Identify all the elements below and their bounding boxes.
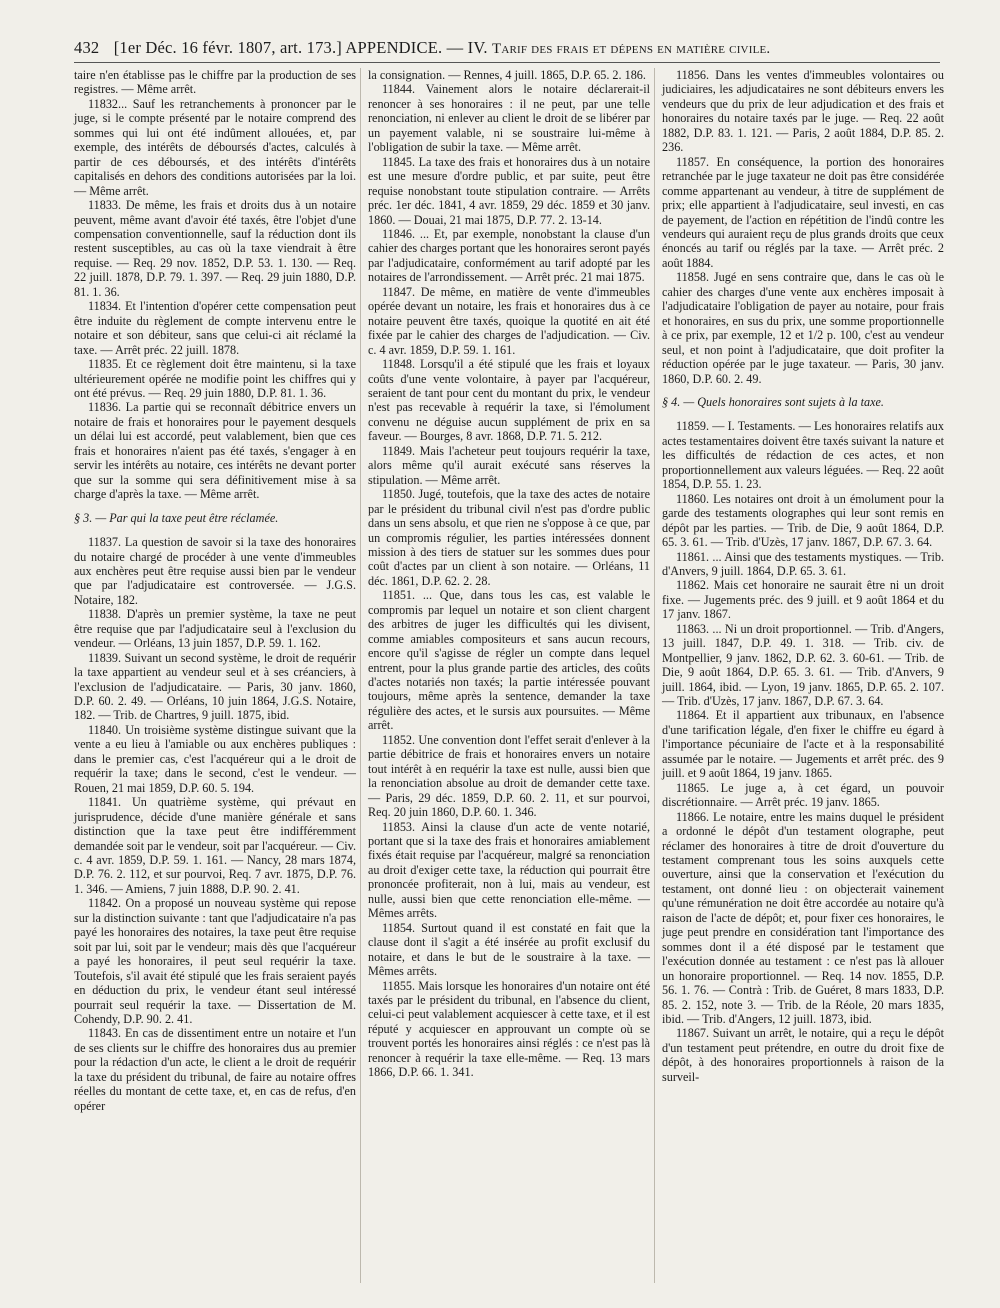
paragraph: 11833. De même, les frais et droits dus à un notaire peuvent, même avant d'avoir été taxés, être l'objet d'une compensation conventionnelle, sauf la réduction dont ils restent susceptibles, au cas où la taxe viendrait à être requise. — Req. 29 nov. 1852, D.P. 53. 1. 130. — Req. 22 juill. 1878, D.P. 79. 1. 397. — Req. 29 juin 1880, D.P. 81. 1. 36. [74,198,356,299]
column-separator [654,68,655,1283]
paragraph: 11843. En cas de dissentiment entre un notaire et l'un de ses clients sur le chiffre des honoraires dus au premier pour la rédaction d'un acte, le client a le droit de requérir la taxe du président du tribunal, de faire au notaire offres réelles du montant de cette taxe, et, en cas de refus, d'en opérer [74,1026,356,1113]
section-heading: § 4. — Quels honoraires sont sujets à la taxe. [662,394,884,409]
text-column-3 [662,68,944,1293]
header-rule [74,62,940,63]
text-column-2 [368,68,650,1293]
paragraph: 11849. Mais l'acheteur peut toujours requérir la taxe, alors même qu'il aurait exécuté sans réserves la stipulation. — Même arrêt. [368,443,650,487]
paragraph: 11845. La taxe des frais et honoraires dus à un notaire est une mesure d'ordre public, et par suite, peut être requise nonobstant toute stipulation contraire. — Arrêts préc. 1er déc. 1841, 4 avr. 1859, 29 déc. 1859 et 30 janv. 1860. — Douai, 21 mai 1875, D.P. 77. 2. 13-14. [368,154,650,227]
paragraph: 11861. ... Ainsi que des testaments mystiques. — Trib. d'Anvers, 9 juill. 1864, D.P. 65. 3. 61. [662,549,944,578]
paragraph: 11834. Et l'intention d'opérer cette compensation peut être induite du règlement de compte intervenu entre le notaire et son débiteur, sans que celui-ci ait réclamé la taxe. — Arrêt préc. 22 juill. 1878. [74,299,356,357]
paragraph: 11842. On a proposé un nouveau système qui repose sur la distinction suivante : tant que l'adjudicataire n'a pas payé les honoraires des notaires, la taxe peut être requise soit par lui, soit par le vendeur; mais dès que l'acquéreur a payé les honoraires, il peut seul requérir la taxe. Toutefois, s'il avait été stipulé que les frais seraient payés en déduction du prix, le vendeur étant seul intéressé pourrait seul requérir la taxe. — Dissertation de M. Cohendy, D.P. 90. 2. 41. [74,896,356,1026]
paragraph: 11848. Lorsqu'il a été stipulé que les frais et loyaux coûts d'une vente volontaire, à payer par l'acquéreur, seraient de tant pour cent du montant du prix, le vendeur n'est pas recevable à requérir la taxe, si l'émolument convenu ne déguise aucun supplément de prix en sa faveur. — Bourges, 8 avr. 1868, D.P. 71. 5. 212. [368,357,650,444]
page-number: 432 [74,38,100,57]
paragraph: 11836. La partie qui se reconnaît débitrice envers un notaire de frais et honoraires pour le payement desquels un délai lui est accordé, peut valablement, bien que ces frais et honoraires n'aient pas été taxés, s'engager à en servir les intérêts au notaire, ces intérêts ne devant porter que sur la somme qui sera définitivement mise à sa charge d'après la taxe. — Même arrêt. [74,400,356,502]
text-column-1 [74,68,356,1293]
paragraph: 11840. Un troisième système distingue suivant que la vente a eu lieu à l'amiable ou aux enchères publiques : dans le premier cas, c'est l'acquéreur qui a le droit de requérir la taxe; dans le second, c'est le vendeur. — Rouen, 21 mai 1859, D.P. 60. 5. 194. [74,722,356,795]
paragraph: 11837. La question de savoir si la taxe des honoraires du notaire chargé de procéder à une vente d'immeubles aux enchères peut être requise aussi bien par le vendeur que par l'adjudicataire est controversée. — J.G.S. Notaire, 182. [74,535,356,607]
paragraph: 11854. Surtout quand il est constaté en fait que la clause dont il s'agit a été insérée au profit exclusif du notaire, et dans le but de le soustraire à la taxe. — Mêmes arrêts. [368,920,650,979]
paragraph: 11841. Un quatrième système, qui prévaut en jurisprudence, décide d'une manière générale et sans distinction que la taxe peut être indifféremment demandée soit par le vendeur, soit par l'acquéreur. — Civ. c. 4 avr. 1859, D.P. 59. 1. 161. — Nancy, 28 mars 1874, D.P. 76. 2. 112, et sur pourvoi, Req. 7 avr. 1875, D.P. 76. 1. 346. — Amiens, 7 juin 1888, D.P. 90. 2. 41. [74,795,356,896]
paragraph: 11838. D'après un premier système, la taxe ne peut être requise que par l'adjudicataire seul à l'exclusion du vendeur. — Orléans, 13 juin 1857, D.P. 59. 1. 162. [74,607,356,651]
paragraph: 11856. Dans les ventes d'immeubles volontaires ou judiciaires, les adjudicataires ne sont débiteurs envers les vendeurs que du prix de leur adjudication et des frais et honoraires du notaire taxés par le juge. — Req. 22 août 1882, D.P. 83. 1. 121. — Paris, 2 août 1884, D.P. 85. 2. 236. [662,68,944,155]
paragraph: 11859. — I. Testaments. — Les honoraires relatifs aux actes testamentaires doivent être taxés suivant la nature et les difficultés de rédaction de ces actes, et non proportionnellement aux valeurs léguées. — Req. 22 août 1854, D.P. 55. 1. 23. [662,419,944,492]
paragraph: 11844. Vainement alors le notaire déclarerait-il renoncer à ses honoraires : il ne peut, par une telle renonciation, ni enlever au client le droit de se libérer par un payement valable, ni se soustraire lui-même à l'obligation de subir la taxe. — Même arrêt. [368,82,650,155]
paragraph: 11851. ... Que, dans tous les cas, est valable le compromis par lequel un notaire et son client chargent des arbitres de juger les difficultés qui les divisent, comme amiables compositeurs et sans aucun recours, encore qu'il s'agisse de régler un compte dans lequel entrent, pour la plus grande partie des articles, des coûts d'actes notariés non taxés; la partie intéressée pouvant toujours, même après la sentence, demander la taxe régulière des actes, et le sursis aux poursuites. — Même arrêt. [368,588,650,733]
paragraph: 11855. Mais lorsque les honoraires d'un notaire ont été taxés par le président du tribunal, en l'absence du client, celui-ci peut valablement acquiescer à cette taxe, et il est réputé y acquiescer en approuvant un compte où se trouvent portés les honoraires ainsi réglés : ce n'est pas là renoncer à requérir la taxe elle-même. — Req. 13 mars 1866, D.P. 66. 1. 341. [368,978,650,1080]
header-section: APPENDICE. — IV. [345,38,488,57]
paragraph: 11832... Sauf les retranchements à prononcer par le juge, si le compte présenté par le notaire comprend des sommes qui lui ont été indûment allouées, et, par exemple, des intérêts de déboursés d'actes, calculés à partir de ces déboursés, et des intérêts d'intérêts capitalisés en dehors des conditions autorisées par la loi. — Même arrêt. [74,96,356,198]
paragraph: 11847. De même, en matière de vente d'immeubles opérée devant un notaire, les frais et honoraires dus à ce notaire peuvent être taxés, quoique la quotité en ait été fixée par le cahier des charges de l'adjudication. — Civ. c. 4 avr. 1859, D.P. 59. 1. 161. [368,284,650,357]
paragraph: taire n'en établisse pas le chiffre par la production de ses registres. — Même arrêt. [74,68,356,97]
paragraph: 11862. Mais cet honoraire ne saurait être ni un droit fixe. — Jugements préc. des 9 juill. et 9 août 1864 et du 17 janv. 1867. [662,578,944,622]
header-date-ref: [1er Déc. 16 févr. 1807, art. 173.] [113,38,342,57]
column-separator [360,68,361,1283]
paragraph: 11866. Le notaire, entre les mains duquel le président a ordonné le dépôt d'un testament olographe, peut réclamer des honoraires à titre de droit d'ouverture du testament comprenant tous les soins auxquels cette ouverture, ainsi que la conservation et l'exécution du testament, ont donné lieu : on objecterait vainement qu'une rémunération ne doit être accordée au notaire qu'à raison de l'acte de dépôt; et, pour fixer ces honoraires, le juge peut prendre en considération tant l'importance des sommes dont il a été disposé par le testament que l'exécution donnée au testament : ce n'est pas là allouer un honoraire proportionnel. — Req. 14 nov. 1855, D.P. 56. 1. 76. — Contrà : Trib. de Guéret, 8 mars 1833, D.P. 85. 2. 152, note 3. — Trib. de la Réole, 20 mars 1835, ibid. — Trib. d'Angers, 12 juill. 1873, ibid. [662,809,944,1026]
paragraph: 11863. ... Ni un droit proportionnel. — Trib. d'Angers, 13 juill. 1847, D.P. 49. 1. 318. — Trib. civ. de Montpellier, 9 janv. 1862, D.P. 62. 3. 60-61. — Trib. de Die, 9 août 1864, D.P. 65. 3. 61. — Trib. d'Anvers, 9 juill. 1864, ibid. — Lyon, 19 janv. 1865, D.P. 65. 2. 107. — Trib. d'Uzès, 17 janv. 1867, D.P. 67. 3. 64. [662,621,944,709]
paragraph: 11864. Et il appartient aux tribunaux, en l'absence d'une tarification légale, d'en fixer le chiffre eu égard à l'importance pécuniaire de l'acte et à la responsabilité assumée par le notaire. — Jugements et arrêt préc. des 9 juill. et 9 août 1864, 19 janv. 1865. [662,708,944,781]
paragraph: 11839. Suivant un second système, le droit de requérir la taxe appartient au vendeur seul et à ses créanciers, à l'exclusion de l'adjudicataire. — Paris, 30 janv. 1860, D.P. 60. 2. 49. — Orléans, 10 juin 1864, J.G.S. Notaire, 182. — Trib. de Chartres, 9 juill. 1875, ibid. [74,650,356,723]
header-title: Tarif des frais et dépens en matière civile. [492,41,771,57]
paragraph: 11860. Les notaires ont droit à un émolument pour la garde des testaments olographes qui leur sont remis en dépôt par les parties. — Trib. de Die, 9 août 1864, D.P. 65. 3. 61. — Trib. d'Uzès, 17 janv. 1867, D.P. 67. 3. 64. [662,491,944,550]
paragraph: 11835. Et ce règlement doit être maintenu, si la taxe ultérieurement opérée ne modifie point les chiffres qui y ont été prévus. — Req. 29 juin 1880, D.P. 81. 1. 36. [74,357,356,400]
paragraph: 11865. Le juge a, à cet égard, un pouvoir discrétionnaire. — Arrêt préc. 19 janv. 1865. [662,780,944,810]
paragraph: 11846. ... Et, par exemple, nonobstant la clause d'un cahier des charges portant que les honoraires seront payés par l'adjudicataire, conformément au tarif adopté par les notaires de l'arrondissement. — Arrêt préc. 21 mai 1875. [368,226,651,285]
paragraph: 11852. Une convention dont l'effet serait d'enlever à la partie débitrice de frais et honoraires envers un notaire tout intérêt à en requérir la taxe est nulle, aussi bien que la renonciation absolue au droit de demander cette taxe. — Paris, 29 déc. 1859, D.P. 60. 2. 11, et sur pourvoi, Req. 20 juin 1860, D.P. 60. 1. 346. [368,732,650,820]
page-header [74,38,934,59]
paragraph: 11867. Suivant un arrêt, le notaire, qui a reçu le dépôt d'un testament peut prétendre, en outre du droit fixe de dépôt, à des honoraires proportionnels à raison de la surveil- [662,1026,944,1084]
paragraph: 11857. En conséquence, la portion des honoraires retranchée par le juge taxateur ne doit pas être considérée comme appartenant au vendeur, à titre de supplément de prix; elle appartient à l'adjudicataire, seul investi, en cas de payement, de l'action en répétition de l'indû contre les vendeurs qui auraient reçu de plus grands droits que ceux énoncés au tarif ou réglés par la taxe. — Arrêt préc. 2 août 1884. [662,154,944,270]
paragraph: la consignation. — Rennes, 4 juill. 1865, D.P. 65. 2. 186. [368,68,646,82]
section-heading: § 3. — Par qui la taxe peut être réclamée. [74,510,279,525]
paragraph: 11850. Jugé, toutefois, que la taxe des actes de notaire par le président du tribunal civil n'est pas d'ordre public dans un sens absolu, et que rien ne s'oppose à ce que, par un compromis régulier, les parties intéressées donnent mission à des tiers de statuer sur les sommes dues pour coût d'actes par un client à son notaire. — Orléans, 11 déc. 1861, D.P. 62. 2. 28. [368,487,650,588]
paragraph: 11858. Jugé en sens contraire que, dans le cas où le cahier des charges d'une vente aux enchères imposait à l'adjudicataire l'obligation de payer au notaire, pour frais et honoraires, en sus du prix, une somme proportionnelle à ce prix, par exemple, 12 et 1/2 p. 100, c'est au vendeur seul, et non point à l'adjudicataire, que doit profiter la réduction opérée par le juge taxateur. — Paris, 30 janv. 1860, D.P. 60. 2. 49. [662,270,944,386]
paragraph: 11853. Ainsi la clause d'un acte de vente notarié, portant que si la taxe des frais et honoraires amiablement fixés était requise par l'acquéreur, malgré sa renonciation au droit d'exiger cette taxe, la réduction qui pourrait être prononcée profiterait, non à lui, mais au vendeur, est nulle, aussi bien que cette renonciation elle-même. — Mêmes arrêts. [368,819,650,921]
